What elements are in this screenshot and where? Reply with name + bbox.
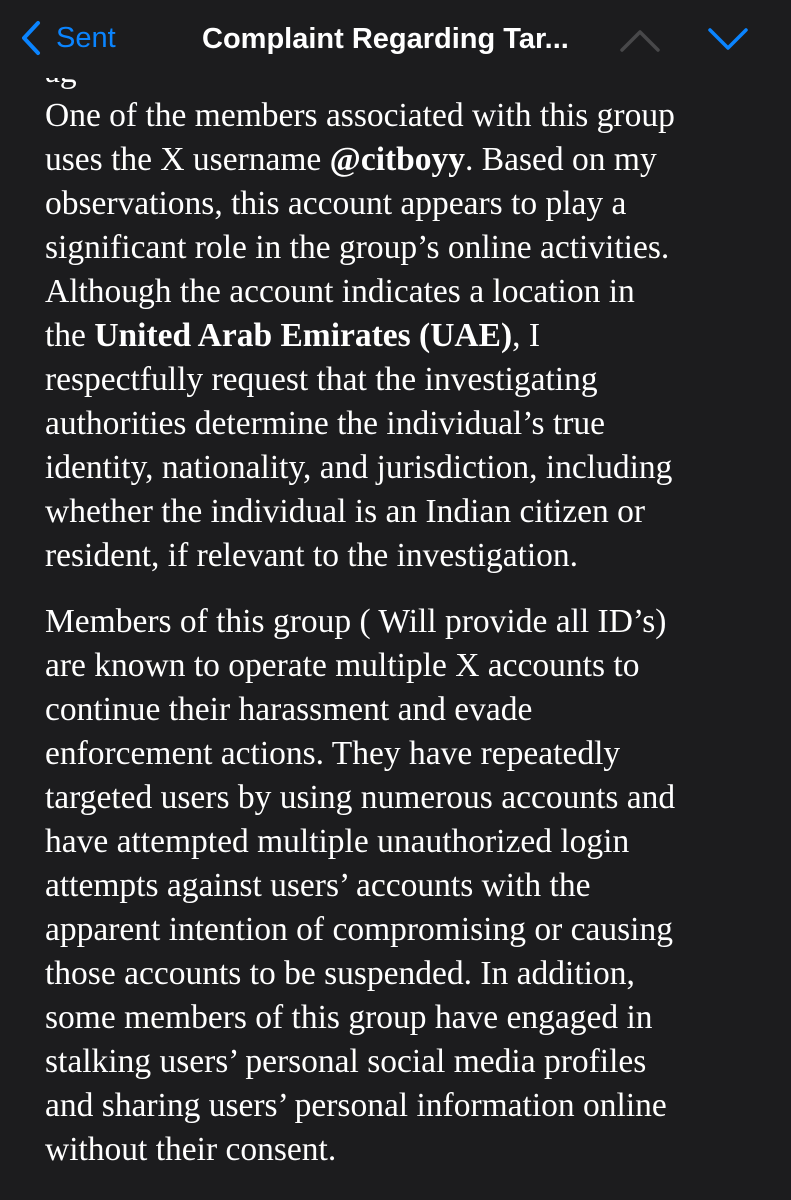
- text-line: [45, 226, 750, 270]
- text-line: [45, 776, 750, 820]
- text-segment: targeted users by using numerous accounts and: [45, 779, 676, 816]
- text-line: [45, 138, 750, 182]
- text-segment: without their consent.: [45, 1131, 337, 1168]
- text-line: [45, 402, 750, 446]
- text-segment: the: [45, 317, 95, 354]
- text-segment: attempts against users’ accounts with the: [45, 867, 591, 904]
- text-segment: authorities determine the individual’s true: [45, 405, 606, 442]
- text-segment: resident, if relevant to the investigation.: [45, 537, 579, 574]
- text-line: [45, 314, 750, 358]
- text-line: [45, 732, 750, 776]
- text-segment: apparent intention of compromising or causing: [45, 911, 673, 948]
- text-line: [45, 1128, 750, 1172]
- text-segment: One of the members associated with this group: [45, 97, 675, 134]
- text-line: [45, 644, 750, 688]
- back-label: Sent: [56, 21, 116, 54]
- chevron-left-icon: [20, 20, 42, 56]
- text-line: [45, 358, 750, 402]
- bold-text: United Arab Emirates (UAE): [94, 317, 513, 354]
- text-line: [45, 1040, 750, 1084]
- text-segment: stalking users’ personal social media profiles: [45, 1043, 647, 1080]
- text-segment: whether the individual is an Indian citizen or: [45, 493, 646, 530]
- text-line: [45, 996, 750, 1040]
- text-line: [45, 600, 750, 644]
- text-line: [45, 820, 750, 864]
- text-segment: are known to operate multiple X accounts to: [45, 647, 640, 684]
- text-line: [45, 864, 750, 908]
- bold-text: @citboyy: [329, 141, 466, 178]
- text-segment: observations, this account appears to play a: [45, 185, 627, 222]
- email-paragraph: [45, 94, 750, 578]
- email-subject-title: Complaint Regarding Tar...: [202, 23, 569, 55]
- text-line: [45, 688, 750, 732]
- text-segment: Members of this group ( Will provide all ID’s): [45, 603, 667, 640]
- text-segment: , I: [512, 317, 541, 354]
- email-body: [45, 50, 750, 1172]
- text-segment: identity, nationality, and jurisdiction, including: [45, 449, 673, 486]
- text-segment: . Based on my: [465, 141, 657, 178]
- text-segment: have attempted multiple unauthorized login: [45, 823, 630, 860]
- email-paragraph: [45, 600, 750, 1172]
- previous-message-button[interactable]: [618, 20, 662, 58]
- text-segment: significant role in the group’s online activities.: [45, 229, 670, 266]
- text-line: [45, 1084, 750, 1128]
- text-line: [45, 908, 750, 952]
- chevron-up-icon: [618, 45, 662, 62]
- email-paragraphs: [45, 94, 750, 1172]
- next-message-button[interactable]: [706, 20, 750, 58]
- text-line: [45, 182, 750, 226]
- text-segment: and sharing users’ personal information online: [45, 1087, 667, 1124]
- text-line: [45, 490, 750, 534]
- navigation-bar: [0, 0, 791, 78]
- text-segment: Although the account indicates a location in: [45, 273, 635, 310]
- chevron-down-icon: [706, 45, 750, 62]
- text-segment: continue their harassment and evade: [45, 691, 533, 728]
- text-line: [45, 94, 750, 138]
- text-segment: some members of this group have engaged in: [45, 999, 653, 1036]
- text-line: [45, 270, 750, 314]
- text-segment: those accounts to be suspended. In addition,: [45, 955, 635, 992]
- back-to-sent-button[interactable]: [20, 18, 116, 58]
- text-line: [45, 446, 750, 490]
- text-segment: uses the X username: [45, 141, 330, 178]
- text-segment: enforcement actions. They have repeatedly: [45, 735, 621, 772]
- text-line: [45, 534, 750, 578]
- text-line: [45, 952, 750, 996]
- text-segment: respectfully request that the investigating: [45, 361, 598, 398]
